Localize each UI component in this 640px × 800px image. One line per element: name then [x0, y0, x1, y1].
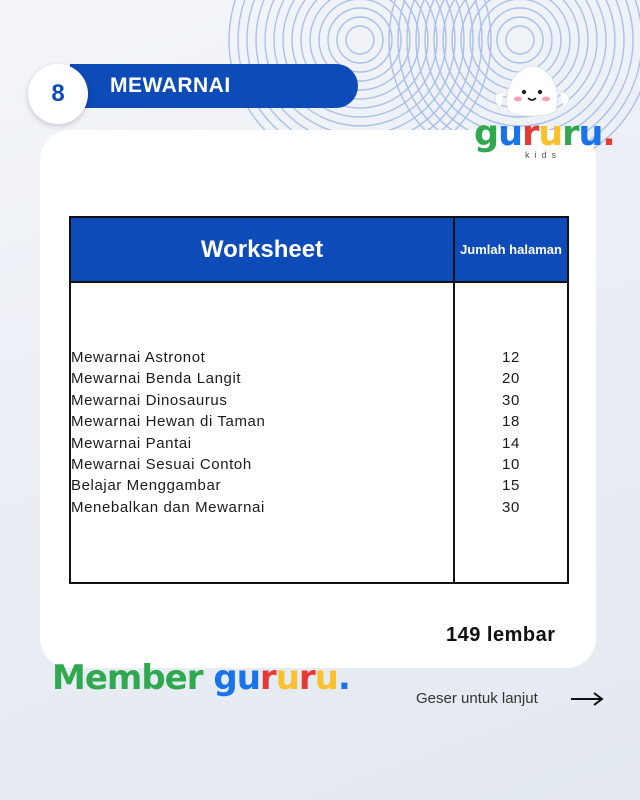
total-pages: 149 lembar	[446, 624, 556, 646]
header-page-count: Jumlah halaman	[454, 217, 568, 282]
ring-right	[497, 17, 543, 63]
page-counts-column	[454, 282, 568, 583]
worksheet-name: Mewarnai Pantai	[71, 434, 192, 452]
logo-subtitle: kids	[525, 150, 562, 160]
member-gururu-letter: u	[236, 658, 260, 698]
gururu-logo	[474, 114, 615, 154]
worksheet-page-count: 30	[502, 498, 520, 516]
member-gururu-letter: u	[314, 658, 338, 698]
ring-left	[337, 17, 383, 63]
member-gururu-letter: r	[298, 658, 315, 698]
member-gururu-letter: u	[275, 658, 299, 698]
section-title: MEWARNAI	[110, 74, 231, 97]
ring-right	[506, 26, 534, 54]
member-gururu-letter: .	[337, 658, 350, 698]
worksheet-name: Mewarnai Astronot	[71, 348, 206, 366]
worksheet-name: Mewarnai Dinosaurus	[71, 391, 228, 409]
worksheet-table	[69, 216, 569, 584]
logo-letter: u	[498, 114, 522, 154]
swipe-next-label[interactable]: Geser untuk lanjut	[416, 690, 538, 707]
logo-letter: g	[474, 114, 499, 154]
section-number-badge: 8	[28, 64, 88, 124]
worksheet-page-count: 20	[502, 370, 520, 388]
logo-letter: r	[521, 114, 539, 154]
worksheet-page-count: 30	[502, 391, 520, 409]
worksheet-name: Menebalkan dan Mewarnai	[71, 498, 265, 516]
logo-letter: u	[538, 114, 563, 154]
member-gururu-letter: g	[213, 658, 237, 698]
worksheet-name: Mewarnai Benda Langit	[71, 370, 242, 388]
logo-letter: .	[602, 114, 615, 154]
logo-letter: r	[562, 114, 579, 154]
worksheet-name: Mewarnai Sesuai Contoh	[71, 455, 252, 473]
member-gururu-letter: r	[259, 658, 276, 698]
member-gururu-word	[213, 658, 349, 698]
logo-letter: u	[578, 114, 603, 154]
worksheet-name: Belajar Menggambar	[71, 477, 222, 495]
header-worksheet: Worksheet	[70, 217, 454, 282]
worksheet-page-count: 18	[502, 413, 520, 431]
member-word: Member	[52, 658, 203, 698]
worksheet-page-count: 15	[502, 477, 520, 495]
worksheet-page-count: 10	[502, 455, 520, 473]
ring-left	[346, 26, 374, 54]
worksheet-names-column	[70, 282, 454, 583]
member-gururu-banner	[52, 656, 350, 700]
arrow-right-icon[interactable]	[570, 692, 604, 706]
worksheet-name: Mewarnai Hewan di Taman	[71, 413, 266, 431]
worksheet-page-count: 12	[502, 348, 520, 366]
worksheet-page-count: 14	[502, 434, 520, 452]
